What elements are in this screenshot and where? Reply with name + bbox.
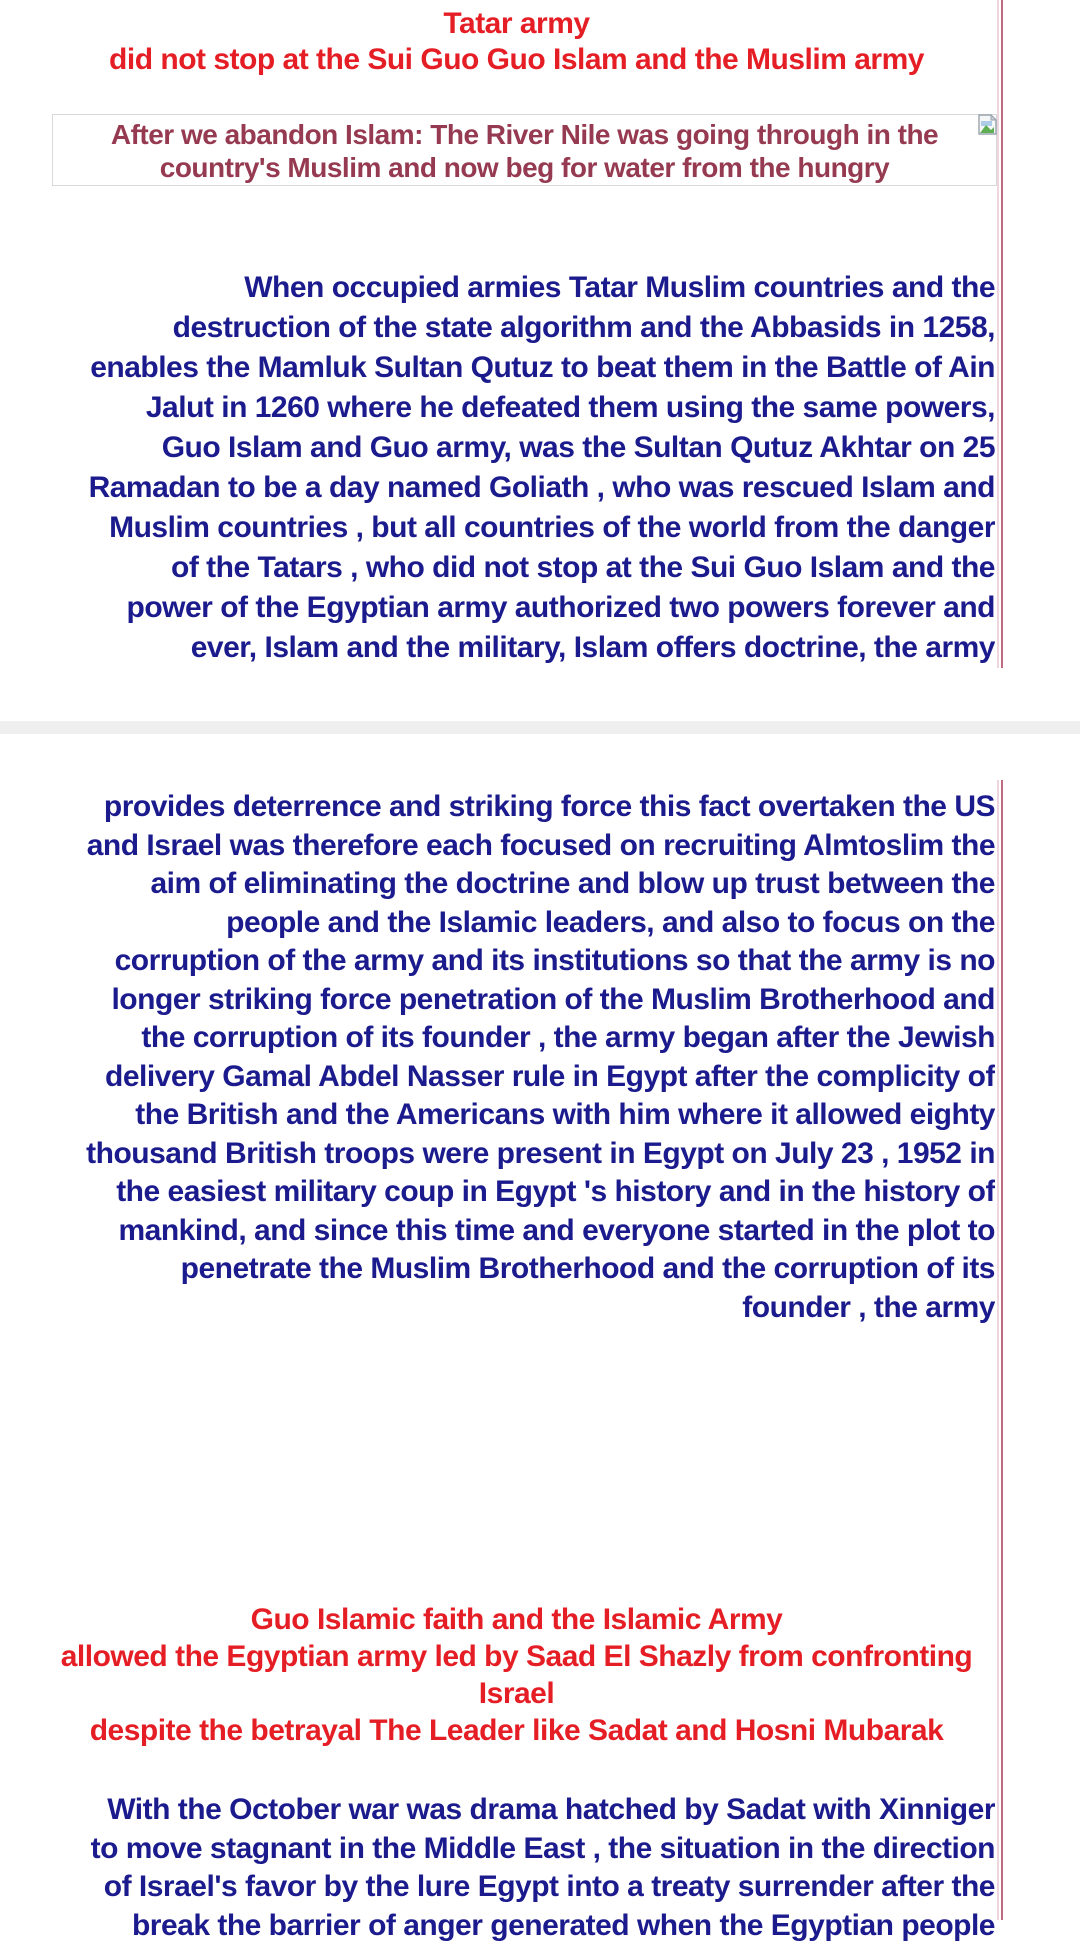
paragraph-1 [38, 268, 995, 668]
text-line: to move stagnant in the Middle East , the situation in the direction [91, 1830, 995, 1869]
quote-box-text [53, 118, 996, 184]
text-line: penetrate the Muslim Brotherhood and the corruption of its [181, 1250, 995, 1289]
right-rule-dark-top [1001, 0, 1003, 668]
text-line: delivery Gamal Abdel Nasser rule in Egypt after the complicity of [105, 1058, 995, 1097]
broken-image-icon [978, 114, 997, 135]
text-line: thousand British troops were present in Egypt on July 23 , 1952 in [86, 1135, 995, 1174]
page-title-line: Tatar army [38, 6, 995, 42]
text-line: founder , the army [742, 1289, 995, 1328]
text-line: and Israel was therefore each focused on recruiting Almtoslim the [87, 827, 995, 866]
text-line: ever, Islam and the military, Islam offers doctrine, the army [191, 628, 995, 668]
text-line: Guo Islam and Guo army, was the Sultan Qutuz Akhtar on 25 [162, 428, 995, 468]
red-heading-block [38, 1601, 995, 1749]
text-line: of Israel's favor by the lure Egypt into a treaty surrender after the [104, 1868, 995, 1907]
right-rule-light-top [997, 0, 999, 668]
paragraph-3 [38, 1791, 995, 1945]
section-separator [0, 721, 1080, 734]
text-line: break the barrier of anger generated when the Egyptian people [132, 1907, 995, 1945]
text-line: the British and the Americans with him where it allowed eighty [135, 1096, 995, 1135]
text-line: of the Tatars , who did not stop at the Sui Guo Islam and the [171, 548, 995, 588]
right-rule-dark-bottom [1001, 780, 1003, 1920]
red-heading-line: Guo Islamic faith and the Islamic Army [38, 1601, 995, 1638]
red-heading-line: allowed the Egyptian army led by Saad El Shazly from confronting [38, 1638, 995, 1675]
text-line: the corruption of its founder , the army began after the Jewish [141, 1019, 995, 1058]
text-line: Muslim countries , but all countries of the world from the danger [109, 508, 995, 548]
quote-box [52, 114, 997, 186]
red-heading-line: Israel [38, 1675, 995, 1712]
text-line: With the October war was drama hatched by Sadat with Xinniger [107, 1791, 995, 1830]
text-line: destruction of the state algorithm and the Abbasids in 1258, [173, 308, 995, 348]
text-line: corruption of the army and its institutions so that the army is no [115, 942, 995, 981]
text-line: Ramadan to be a day named Goliath , who was rescued Islam and [89, 468, 995, 508]
text-line: the easiest military coup in Egypt 's history and in the history of [116, 1173, 995, 1212]
paragraph-2 [38, 788, 995, 1327]
text-line: enables the Mamluk Sultan Qutuz to beat them in the Battle of Ain [90, 348, 995, 388]
text-line: people and the Islamic leaders, and also to focus on the [226, 904, 995, 943]
right-rule-light-bottom [997, 780, 999, 1920]
page-title [38, 6, 995, 78]
text-line: When occupied armies Tatar Muslim countries and the [244, 268, 995, 308]
quote-box-line: After we abandon Islam: The River Nile was going through in the [53, 118, 996, 151]
text-line: aim of eliminating the doctrine and blow up trust between the [150, 865, 995, 904]
quote-box-line: country's Muslim and now beg for water from the hungry [53, 151, 996, 184]
red-heading-line: despite the betrayal The Leader like Sadat and Hosni Mubarak [38, 1712, 995, 1749]
text-line: power of the Egyptian army authorized two powers forever and [127, 588, 995, 628]
page-title-line: did not stop at the Sui Guo Guo Islam and the Muslim army [38, 42, 995, 78]
text-line: longer striking force penetration of the Muslim Brotherhood and [111, 981, 995, 1020]
text-line: mankind, and since this time and everyone started in the plot to [118, 1212, 995, 1251]
text-line: provides deterrence and striking force this fact overtaken the US [104, 788, 995, 827]
text-line: Jalut in 1260 where he defeated them using the same powers, [146, 388, 995, 428]
